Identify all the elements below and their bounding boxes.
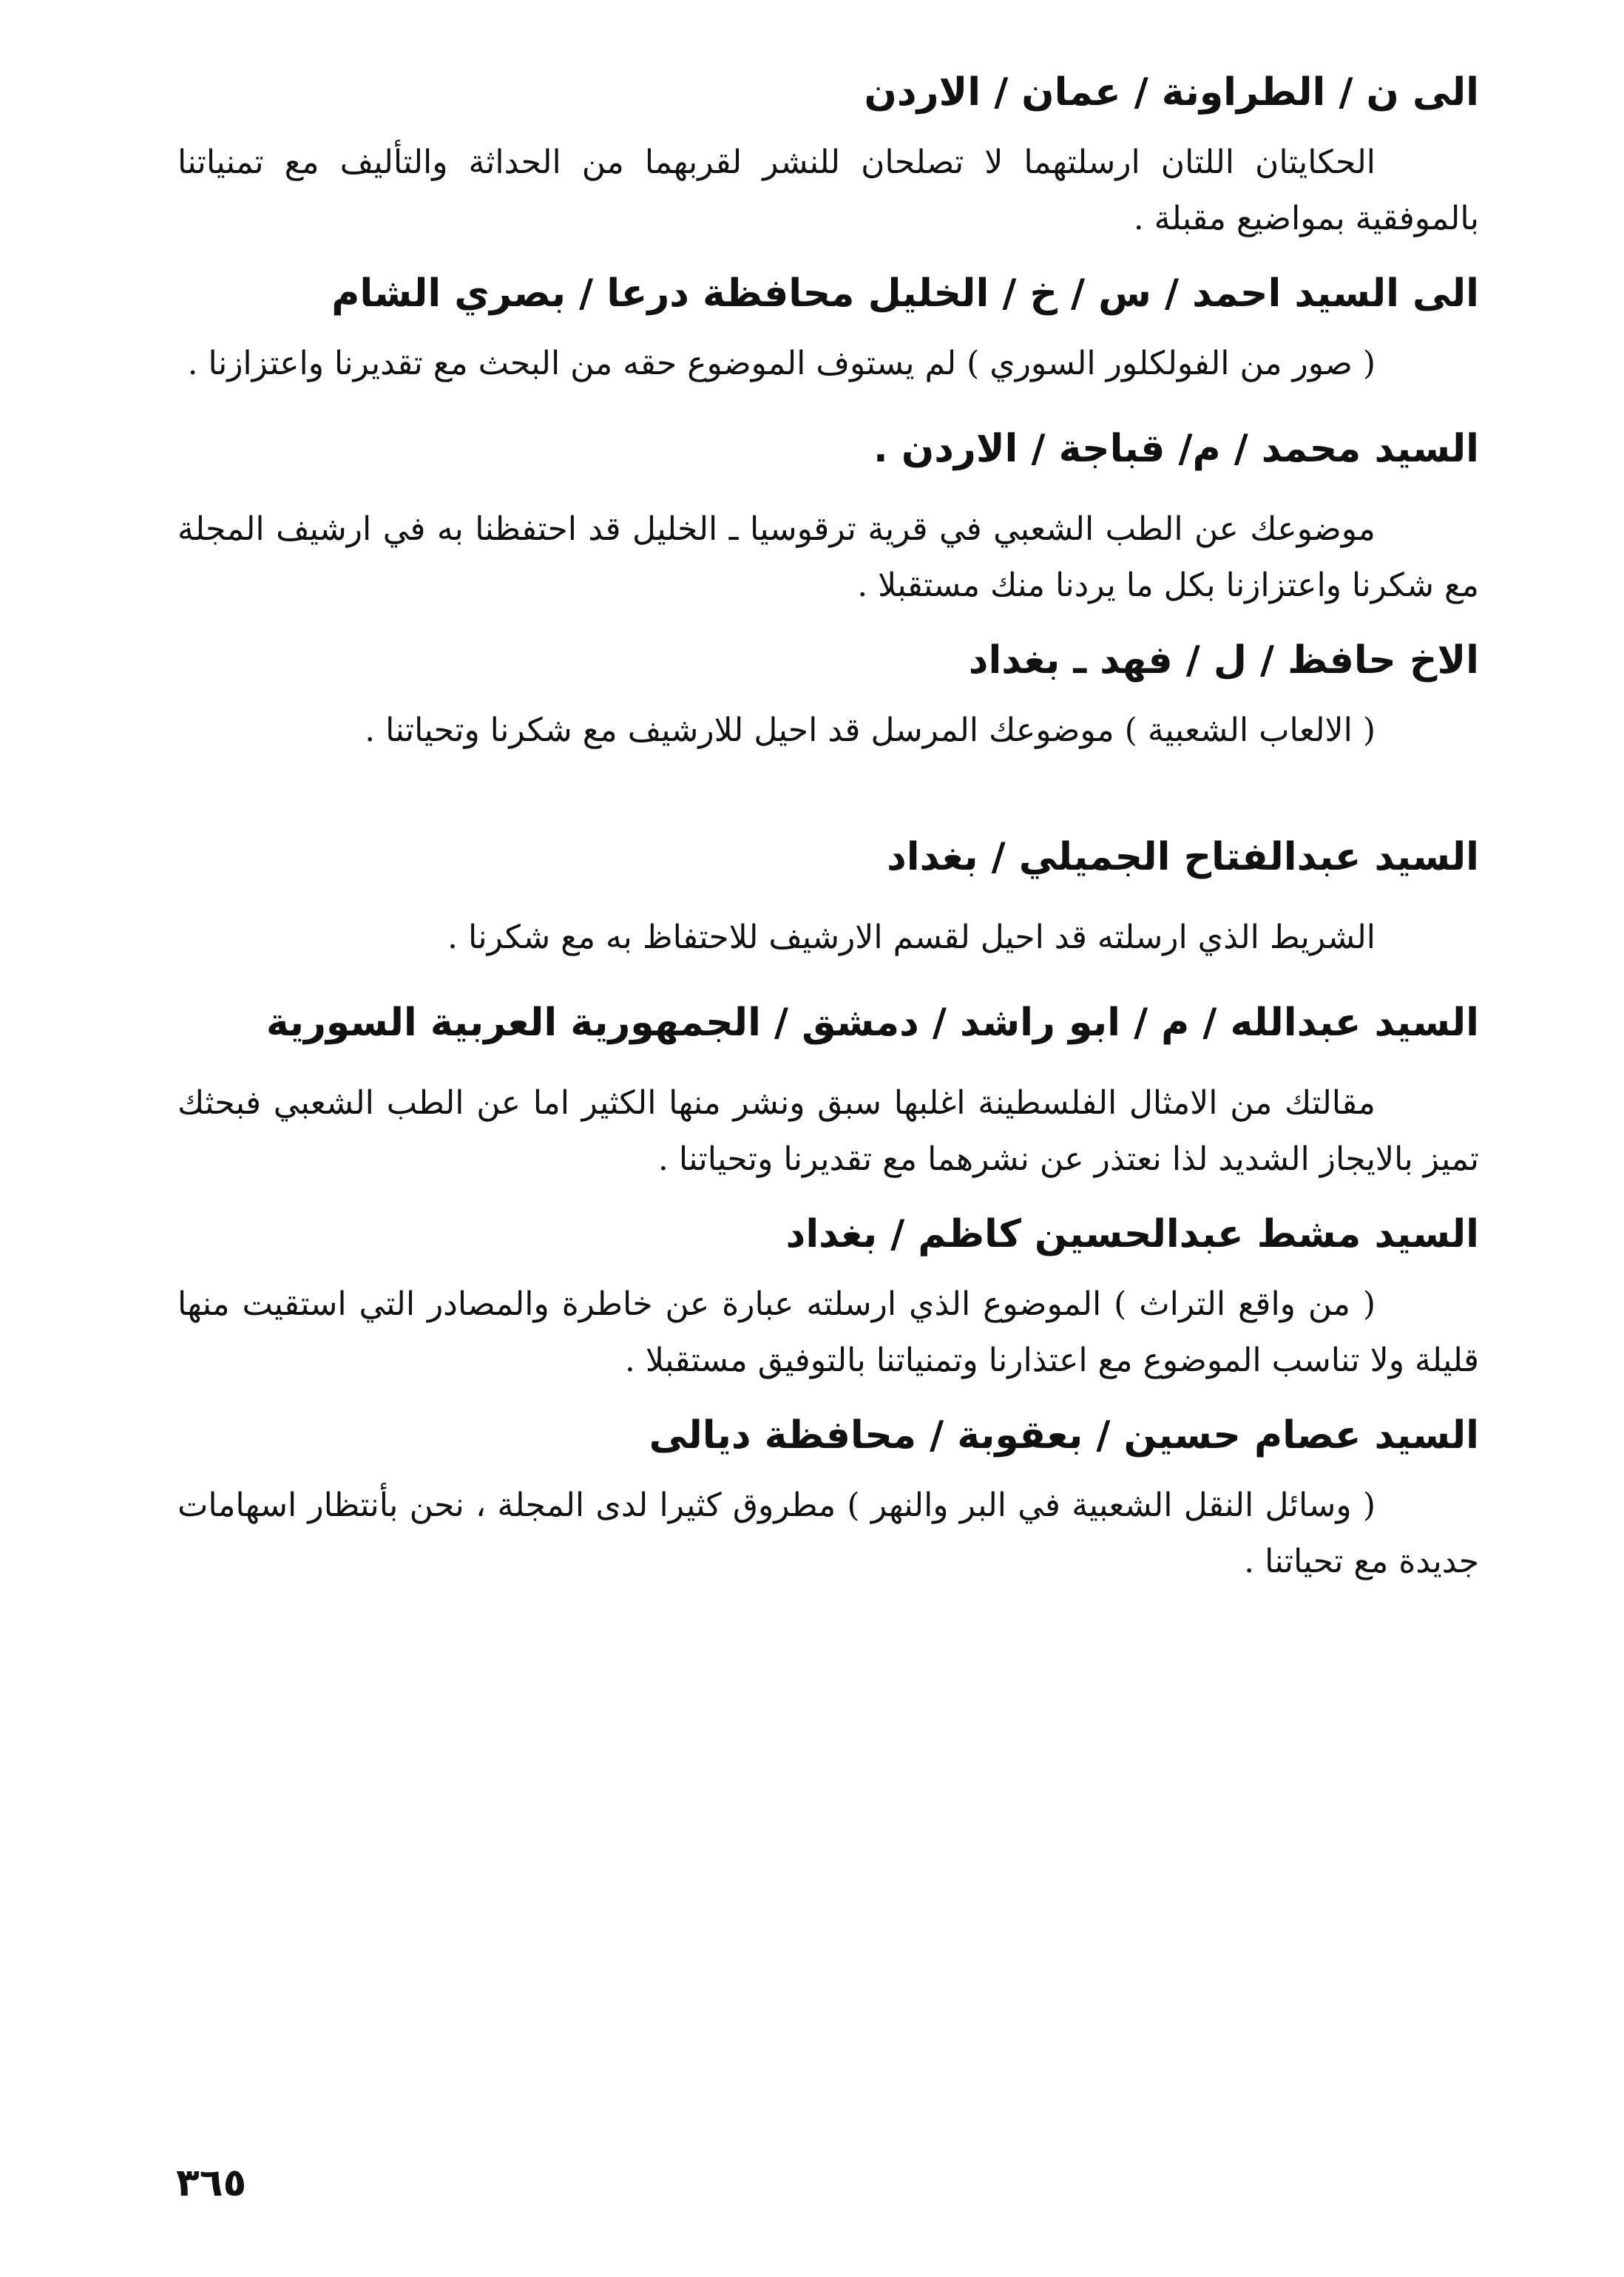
entry-2 [177,268,1479,392]
entry-body: ( وسائل النقل الشعبية في البر والنهر ) مطروق كثيرا لدى المجلة ، نحن بأنتظار اسهامات جديدة مع تحياتنا . [177,1486,1479,1580]
spacer [177,987,1479,997]
entry-6 [177,997,1479,1188]
letters-reply-page [177,67,1479,1611]
entry-3 [177,423,1479,614]
entry-body: موضوعك عن الطب الشعبي في قرية ترقوسيا ـ الخليل قد احتفظنا به في ارشيف المجلة مع شكرنا واعتزازنا بكل ما يردنا منك مستقبلا . [177,510,1479,604]
entry-1 [177,67,1479,247]
entry-heading: السيد مشط عبدالحسين كاظم / بغداد [785,1212,1479,1256]
entry-heading: السيد عبدالله / م / ابو راشد / دمشق / الجمهورية العربية السورية [265,1001,1479,1045]
spacer [177,491,1479,501]
entry-heading: الى ن / الطراونة / عمان / الاردن [864,70,1479,115]
spacer [177,899,1479,910]
page-number: ٣٦٥ [176,2161,247,2205]
entry-body: الحكايتان اللتان ارسلتهما لا تصلحان للنشر لقربهما من الحداثة والتأليف مع تمنياتنا بالموفقية بمواضيع مقبلة . [177,143,1479,237]
entry-5 [177,831,1479,966]
entry-body: مقالتك من الامثال الفلسطينة اغلبها سبق ونشر منها الكثير اما عن الطب الشعبي فبحثك تميز بالايجاز الشديد لذا نعتذر عن نشرهما مع تقديرنا وتحياتنا . [177,1084,1479,1178]
entry-heading: الاخ حافظ / ل / فهد ـ بغداد [968,638,1479,683]
entry-8 [177,1410,1479,1590]
entry-heading: السيد عبدالفتاح الجميلي / بغداد [887,835,1479,879]
entry-body: الشريط الذي ارسلته قد احيل لقسم الارشيف للاحتفاظ به مع شكرنا . [447,918,1376,956]
entry-4 [177,635,1479,759]
spacer [177,779,1479,831]
entry-body: ( صور من الفولكلور السوري ) لم يستوف الموضوع حقه من البحث مع تقديرنا واعتزازنا . [187,345,1376,382]
entry-heading: الى السيد احمد / س / خ / الخليل محافظة درعا / بصري الشام [331,271,1479,316]
entry-body: ( الالعاب الشعبية ) موضوعك المرسل قد احيل للارشيف مع شكرنا وتحياتنا . [365,711,1376,749]
entry-7 [177,1208,1479,1389]
spacer [177,413,1479,423]
spacer [177,1065,1479,1075]
entry-heading: السيد محمد / م/ قباجة / الاردن . [873,427,1479,471]
entry-heading: السيد عصام حسين / بعقوبة / محافظة ديالى [649,1413,1479,1458]
entry-body: ( من واقع التراث ) الموضوع الذي ارسلته عبارة عن خاطرة والمصادر التي استقيت منها قليلة ولا تناسب الموضوع مع اعتذارنا وتمنياتنا بالتوفيق مستقبلا . [177,1285,1479,1379]
